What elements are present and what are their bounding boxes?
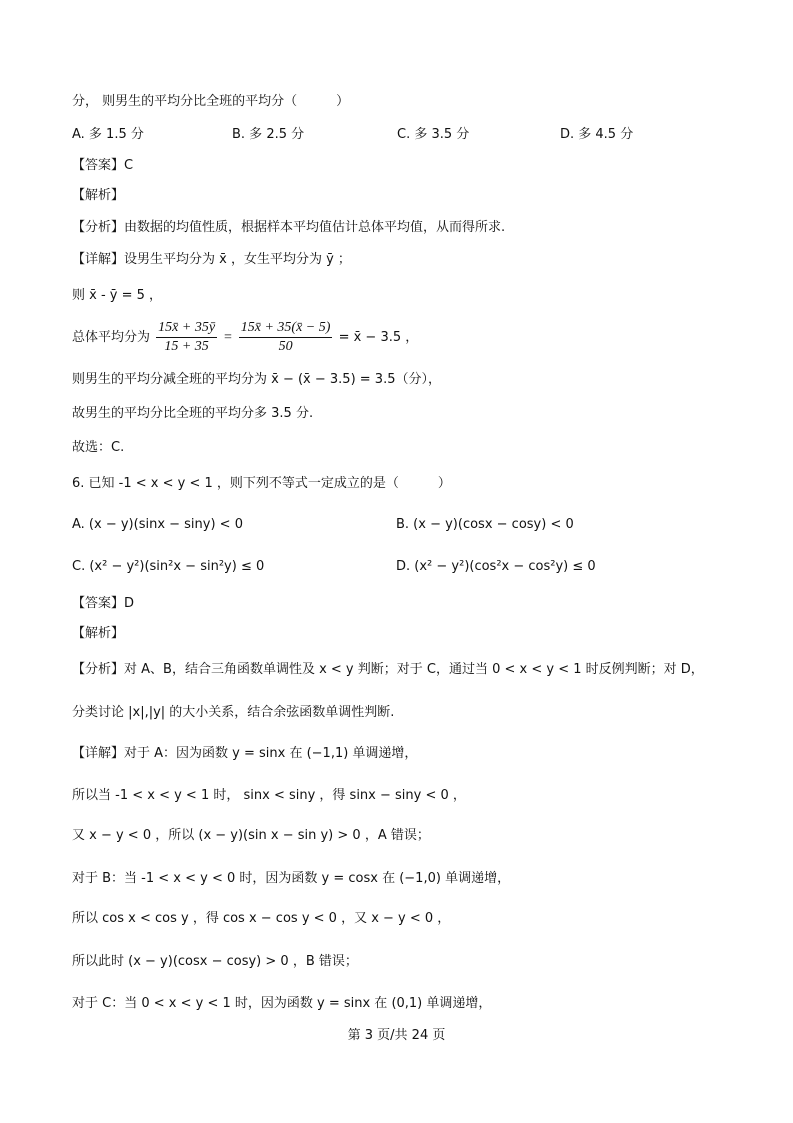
- q6-detail-7: 对于 C：当 0 < x < y < 1 时，因为函数 y = sinx 在 (0,1) 单调递增，: [72, 996, 492, 1011]
- q6-option-d: D. (x² − y²)(cos²x − cos²y) ≤ 0: [396, 559, 596, 574]
- q5-step-1: 则 x̄ - ȳ = 5 ，: [72, 288, 163, 303]
- q5-fenxi: 【分析】由数据的均值性质，根据样本平均值估计总体平均值，从而得所求.: [72, 220, 506, 235]
- fraction-2-denominator: 50: [278, 339, 293, 354]
- q6-stem: 6. 已知 -1 < x < y < 1 ，则下列不等式一定成立的是（ ）: [72, 476, 451, 491]
- fraction-2: [239, 319, 333, 356]
- page-footer: 第 3 页/共 24 页: [347, 1028, 446, 1043]
- q5-option-b: B. 多 2.5 分: [232, 127, 305, 142]
- q5-option-d: D. 多 4.5 分: [560, 127, 634, 142]
- fraction-1-denominator: 15 + 35: [164, 339, 209, 354]
- q6-detail-4: 对于 B：当 -1 < x < y < 0 时，因为函数 y = cosx 在 (−1,0) 单调递增，: [72, 871, 511, 886]
- q5-step-2: 总体平均分为 $\frac{15x̄ + 35ȳ}{15 + 35}$ = $\frac{15x̄ + 35(x̄ - 5)}{50}$ = x̄ − 3.5 ，: [72, 320, 419, 354]
- q5-choose: 故选：C.: [72, 440, 125, 455]
- q6-fenxi-2: 分类讨论 |x|,|y| 的大小关系，结合余弦函数单调性判断.: [72, 705, 395, 720]
- q5-step-4: 故男生的平均分比全班的平均分多 3.5 分.: [72, 406, 314, 421]
- q5-analysis-heading: 【解析】: [72, 188, 125, 203]
- q6-option-c: C. (x² − y²)(sin²x − sin²y) ≤ 0: [72, 559, 265, 574]
- q6-option-b: B. (x − y)(cosx − cosy) < 0: [396, 517, 574, 532]
- q6-fenxi-1: 【分析】对 A、B，结合三角函数单调性及 x < y 判断；对于 C，通过当 0 < x < y < 1 时反例判断；对 D，: [72, 662, 704, 677]
- fraction-1-numerator: 15x̄ + 35ȳ: [156, 319, 217, 338]
- q5-step-2-prefix: 总体平均分为: [72, 330, 151, 345]
- q5-stem-tail: 分， 则男生的平均分比全班的平均分（ ）: [72, 94, 350, 109]
- q6-detail-2: 所以当 -1 < x < y < 1 时， sinx < siny ，得 sinx − siny < 0 ，: [72, 788, 466, 803]
- fraction-1: [156, 319, 217, 356]
- q5-step-2-suffix: = x̄ − 3.5 ，: [338, 330, 419, 345]
- q6-detail-6: 所以此时 (x − y)(cosx − cosy) > 0 ，B 错误；: [72, 954, 358, 969]
- q6-detail-1: 【详解】对于 A：因为函数 y = sinx 在 (−1,1) 单调递增，: [72, 746, 418, 761]
- q5-answer: 【答案】C: [72, 158, 134, 173]
- q6-detail-5: 所以 cos x < cos y ，得 cos x − cos y < 0 ，又 x − y < 0 ，: [72, 911, 451, 926]
- q6-analysis-heading: 【解析】: [72, 626, 125, 641]
- q6-detail-3: 又 x − y < 0 ，所以 (x − y)(sin x − sin y) > 0 ，A 错误；: [72, 828, 430, 843]
- q5-option-a: A. 多 1.5 分: [72, 127, 144, 142]
- q5-step-3: 则男生的平均分减全班的平均分为 x̄ − (x̄ − 3.5) = 3.5（分），: [72, 372, 441, 387]
- q5-xiangjie: 【详解】设男生平均分为 x̄ ，女生平均分为 ȳ ；: [72, 252, 351, 267]
- fraction-2-numerator: 15x̄ + 35(x̄ − 5): [239, 319, 333, 338]
- q6-option-a: A. (x − y)(sinx − siny) < 0: [72, 517, 243, 532]
- q6-answer: 【答案】D: [72, 596, 135, 611]
- q5-option-c: C. 多 3.5 分: [397, 127, 470, 142]
